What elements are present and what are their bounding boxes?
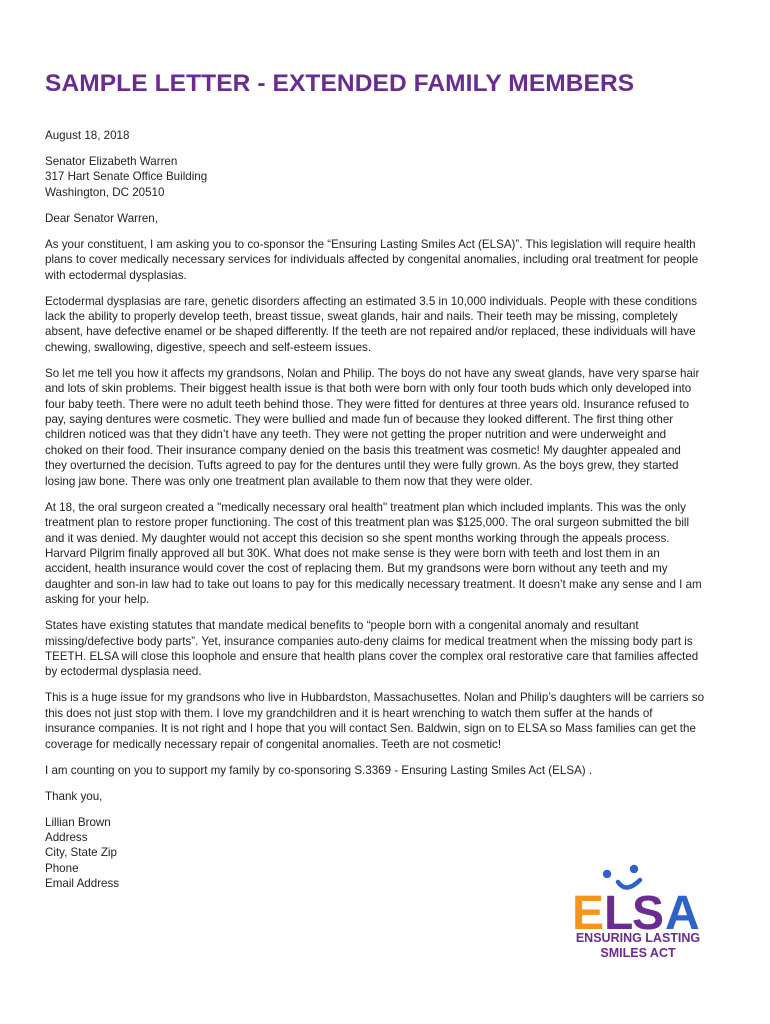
paragraph-6: This is a huge issue for my grandsons who live in Hubbardston, Massachusettes. Nolan and Philip’s daughters will be carriers so this does not just stop with them. I love my grandchildren and it is heart wrenching to watch them suffer at the hands of insurance companies. It is not right and I hope that you will contact Sen. Baldwin, sign on to ELSA so Mass families can get the coverage for medically necessary repair of congenital anomalies. Teeth are not cosmetic! [45, 691, 705, 751]
logo-eye-left-icon [603, 870, 611, 878]
signature-phone: Phone [45, 861, 79, 875]
signature-email: Email Address [45, 877, 120, 891]
logo-letter-a: A [665, 887, 700, 932]
recipient-address [45, 154, 705, 200]
paragraph-2: Ectodermal dysplasias are rare, genetic disorders affecting an estimated 3.5 in 10,000 individuals. People with these conditions lack the ability to properly develop teeth, breast tissue, sweat glands, hair and nails. Their teeth may be missing, completely absent, have defective enamel or be shaped differently. If the teeth are not repaired and/or replaced, these individuals will have chewing, swallowing, digestive, speech and self-esteem issues. [45, 294, 697, 354]
recipient-address-line2: Washington, DC 20510 [45, 185, 165, 199]
signature-address: Address [45, 830, 88, 844]
paragraph-3: So let me tell you how it affects my grandsons, Nolan and Philip. The boys do not have any sweat glands, have very sparse hair and lots of skin problems. Their biggest health issue is that both were born with only four tooth buds which only developed into four baby teeth. There were no adult teeth behind those. They were fitted for dentures at three years old. Insurance refused to pay, saying dentures were cosmetic. They were bullied and made fun of because they looked different. The first thing other children noticed was that they didn’t have any teeth. They were not getting the proper nutrition and were underweight and choked on their food. Their insurance company denied on the basis this treatment was cosmetic! My daughter appealed and they overturned the decision. Tufts agreed to pay for the dentures until they were fully grown. As the boys grew, they started losing jaw bone. There was only one treatment plan available to them now that they were older. [45, 366, 700, 488]
recipient-name: Senator Elizabeth Warren [45, 155, 178, 168]
paragraph-5: States have existing statutes that mandate medical benefits to “people born with a congenital anomaly and resultant missing/defective body parts”. Yet, insurance companies auto-deny claims for medical treatment when the missing body part is TEETH. ELSA will close this loophole and ensure that health plans cover the complex oral restorative care that families affected by ectodermal dysplasia need. [45, 619, 699, 679]
logo-eye-right-icon [630, 865, 638, 873]
logo-letter-s: S [632, 887, 665, 932]
letter-body [45, 128, 705, 902]
letter-date: August 18, 2018 [45, 129, 130, 142]
recipient-address-line1: 317 Hart Senate Office Building [45, 170, 208, 184]
paragraph-4: At 18, the oral surgeon created a "medically necessary oral health" treatment plan which included implants. This was the only treatment plan to restore proper functioning. The cost of this treatment plan was $125,000. The oral surgeon submitted the bill and it was denied. My daughter would not accept this decision so she spent months working through the appeals process. Harvard Pilgrim finally approved all but 30K. What does not make sense is they were born with teeth and lost them in an accident, health insurance would cover the cost of replacing them. But my grandsons were born without any teeth and my daughter and son-in law had to take out loans to pay for this medically necessary treatment. It doesn’t make any sense and I am asking for your help. [45, 500, 702, 607]
elsa-logo-mark [568, 862, 708, 932]
logo-letter-l: L [604, 887, 634, 932]
signature-name: Lillian Brown [45, 815, 111, 829]
salutation: Dear Senator Warren, [45, 211, 158, 225]
signature-city-state-zip: City, State Zip [45, 846, 117, 860]
paragraph-7: I am counting on you to support my family by co-sponsoring S.3369 - Ensuring Lasting Smiles Act (ELSA) . [45, 763, 593, 777]
logo-caption-line2: SMILES ACT [600, 946, 676, 960]
elsa-logo [568, 862, 708, 962]
page-title: SAMPLE LETTER - EXTENDED FAMILY MEMBERS [45, 70, 635, 97]
logo-letter-e: E [572, 887, 605, 932]
logo-caption-line1: ENSURING LASTING [575, 931, 701, 945]
closing: Thank you, [45, 789, 103, 803]
paragraph-1: As your constituent, I am asking you to co-sponsor the “Ensuring Lasting Smiles Act (ELSA)”. This legislation will require health plans to cover medically necessary services for individuals affected by congenital anomalies, including oral treatment for people with ectodermal dysplasias. [45, 237, 699, 282]
